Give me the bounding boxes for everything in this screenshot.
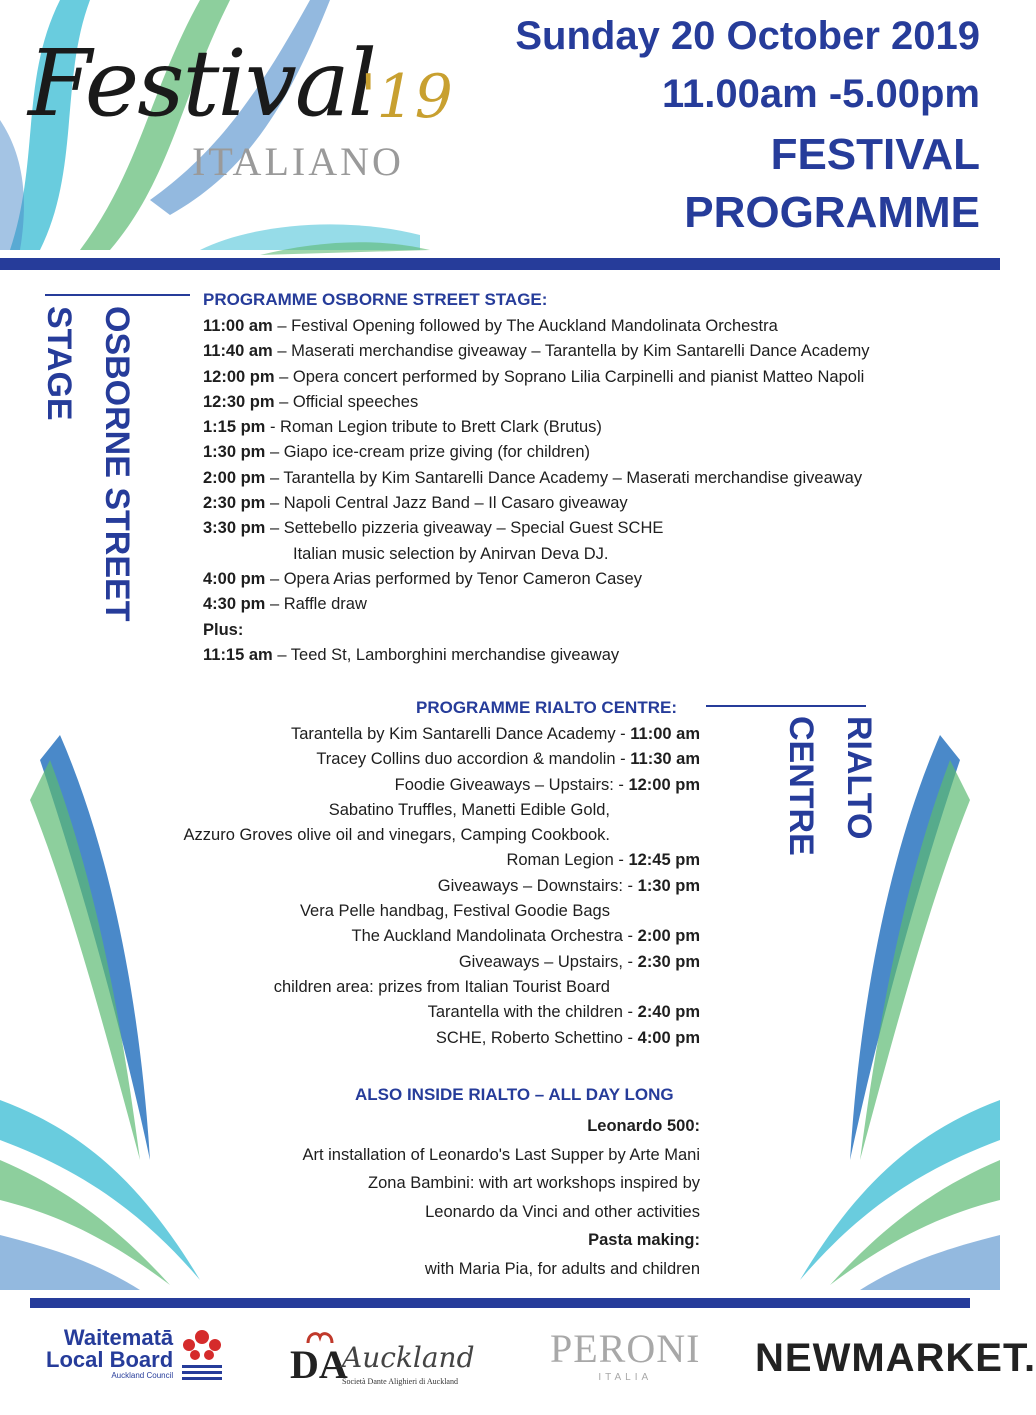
header-divider [0, 258, 1000, 270]
peroni-sub: ITALIA [598, 1372, 653, 1383]
row-text: – Maserati merchandise giveaway – Tarantella by Kim Santarelli Dance Academy [272, 342, 870, 361]
newmarket-word: NEWMARKET. [755, 1336, 1036, 1380]
row-time: 1:15 pm [203, 418, 266, 437]
osborne-vertical-label-1: OSBORNE STREET [98, 306, 136, 622]
row-text: – Settebello pizzeria giveaway – Special Guest SCHE [265, 519, 664, 538]
also-line: Zona Bambini: with art workshops inspired by [368, 1174, 700, 1193]
row-time: 1:30 pm [203, 443, 266, 462]
row-time: 12:30 pm [203, 392, 275, 411]
row-text: – Festival Opening followed by The Auckland Mandolinata Orchestra [272, 317, 778, 335]
osborne-schedule [203, 314, 963, 668]
row-time: 4:30 pm [203, 595, 266, 614]
also-line: Leonardo da Vinci and other activities [425, 1202, 700, 1221]
rialto-rule [706, 705, 866, 707]
rialto-row: Tarantella by Kim Santarelli Dance Academy - 11:00 am [290, 725, 700, 743]
waitemata-line3: Auckland Council [111, 1370, 174, 1380]
rialto-subline: Vera Pelle handbag, Festival Goodie Bags [299, 902, 610, 921]
pasta-label: Pasta making: [588, 1231, 700, 1250]
schedule-row [203, 390, 963, 415]
also-list [200, 1112, 700, 1284]
da-subtitle: Società Dante Alighieri di Auckland [342, 1377, 458, 1386]
peroni-logo [550, 1325, 700, 1395]
schedule-continuation: Italian music selection by Anirvan Deva DJ. [293, 544, 609, 563]
rialto-vertical-label-1: RIALTO [840, 716, 878, 840]
newmarket-logo [755, 1336, 1036, 1406]
row-text: – Opera Arias performed by Tenor Cameron Casey [265, 569, 642, 588]
da-letters: DA [290, 1342, 348, 1387]
peroni-word: PERONI [550, 1326, 701, 1371]
row-text: – Tarantella by Kim Santarelli Dance Academy – Maserati merchandise giveaway [265, 468, 863, 487]
also-line: with Maria Pia, for adults and children [424, 1259, 700, 1278]
row-text: – Giapo ice-cream prize giving (for children) [265, 443, 590, 462]
also-line: Art installation of Leonardo's Last Supper by Arte Mani [302, 1145, 700, 1164]
da-script: Auckland [342, 1341, 475, 1374]
rialto-subline: children area: prizes from Italian Tourist Board [273, 977, 610, 996]
dante-alighieri-logo [290, 1325, 480, 1395]
rialto-row: SCHE, Roberto Schettino - 4:00 pm [435, 1028, 700, 1047]
schedule-row [203, 365, 963, 390]
schedule-row [203, 491, 963, 516]
pohutukawa-icon [177, 1325, 227, 1381]
osborne-section-title: PROGRAMME OSBORNE STREET STAGE: [203, 290, 548, 309]
rialto-subline: Azzuro Groves olive oil and vinegars, Camping Cookbook. [183, 826, 610, 845]
schedule-row [203, 415, 963, 440]
rialto-subline: Sabatino Truffles, Manetti Edible Gold, [328, 800, 610, 819]
row-text: – Teed St, Lamborghini merchandise giveaway [272, 645, 620, 664]
schedule-row [203, 466, 963, 491]
row-time: 2:00 pm [203, 468, 266, 487]
row-time: 11:15 am [203, 645, 273, 664]
row-text: - Roman Legion tribute to Brett Clark (Brutus) [265, 418, 602, 437]
row-time: 3:30 pm [203, 519, 266, 538]
rialto-row: The Auckland Mandolinata Orchestra - 2:00 pm [351, 927, 700, 946]
plus-label: Plus: [203, 620, 244, 639]
row-time: 2:30 pm [203, 494, 266, 513]
schedule-row [203, 440, 963, 465]
festival-logo-word: Festival [28, 30, 376, 137]
rialto-row: Roman Legion - 12:45 pm [506, 851, 700, 870]
row-time: 11:40 am [203, 342, 273, 361]
also-section-title: ALSO INSIDE RIALTO – ALL DAY LONG [355, 1085, 674, 1104]
rialto-row: Foodie Giveaways – Upstairs: - 12:00 pm [394, 775, 700, 794]
schedule-row [203, 314, 963, 339]
schedule-row [203, 339, 963, 364]
leonardo-label: Leonardo 500: [587, 1117, 700, 1135]
osborne-rule [45, 294, 190, 296]
row-time: 12:00 pm [203, 367, 275, 386]
rialto-row: Tarantella with the children - 2:40 pm [427, 1003, 700, 1022]
rialto-row: Giveaways – Downstairs: - 1:30 pm [437, 876, 700, 895]
schedule-row [203, 592, 963, 617]
programme-title-2: PROGRAMME [684, 188, 980, 237]
row-text: – Raffle draw [265, 595, 367, 614]
waitemata-line1: Waitematā [63, 1324, 174, 1350]
waitemata-logo [46, 1325, 227, 1395]
schedule-row [203, 643, 963, 668]
rialto-schedule [130, 722, 700, 1051]
rialto-row: Tracey Collins duo accordion & mandolin - 11:30 am [316, 750, 700, 769]
schedule-row [203, 567, 963, 592]
schedule-row [203, 516, 963, 541]
row-text: – Napoli Central Jazz Band – Il Casaro giveaway [265, 494, 628, 513]
row-time: 11:00 am [203, 317, 273, 335]
event-time: 11.00am -5.00pm [662, 72, 980, 116]
festival-logo-italiano: ITALIANO [192, 139, 404, 184]
osborne-vertical-label-2: STAGE [40, 306, 78, 421]
row-text: – Official speeches [274, 392, 419, 411]
rialto-section-title: PROGRAMME RIALTO CENTRE: [416, 698, 677, 717]
rialto-vertical-label-2: CENTRE [782, 716, 820, 856]
event-date: Sunday 20 October 2019 [515, 14, 980, 58]
waitemata-line2: Local Board [46, 1346, 174, 1372]
rialto-row: Giveaways – Upstairs, - 2:30 pm [458, 952, 700, 971]
row-time: 4:00 pm [203, 569, 266, 588]
da-emblem-icon [306, 1329, 334, 1345]
festival-logo-year: '19 [360, 62, 453, 132]
footer-divider [30, 1298, 970, 1308]
programme-title-1: FESTIVAL [770, 130, 980, 179]
row-text: – Opera concert performed by Soprano Lilia Carpinelli and pianist Matteo Napoli [274, 367, 865, 386]
